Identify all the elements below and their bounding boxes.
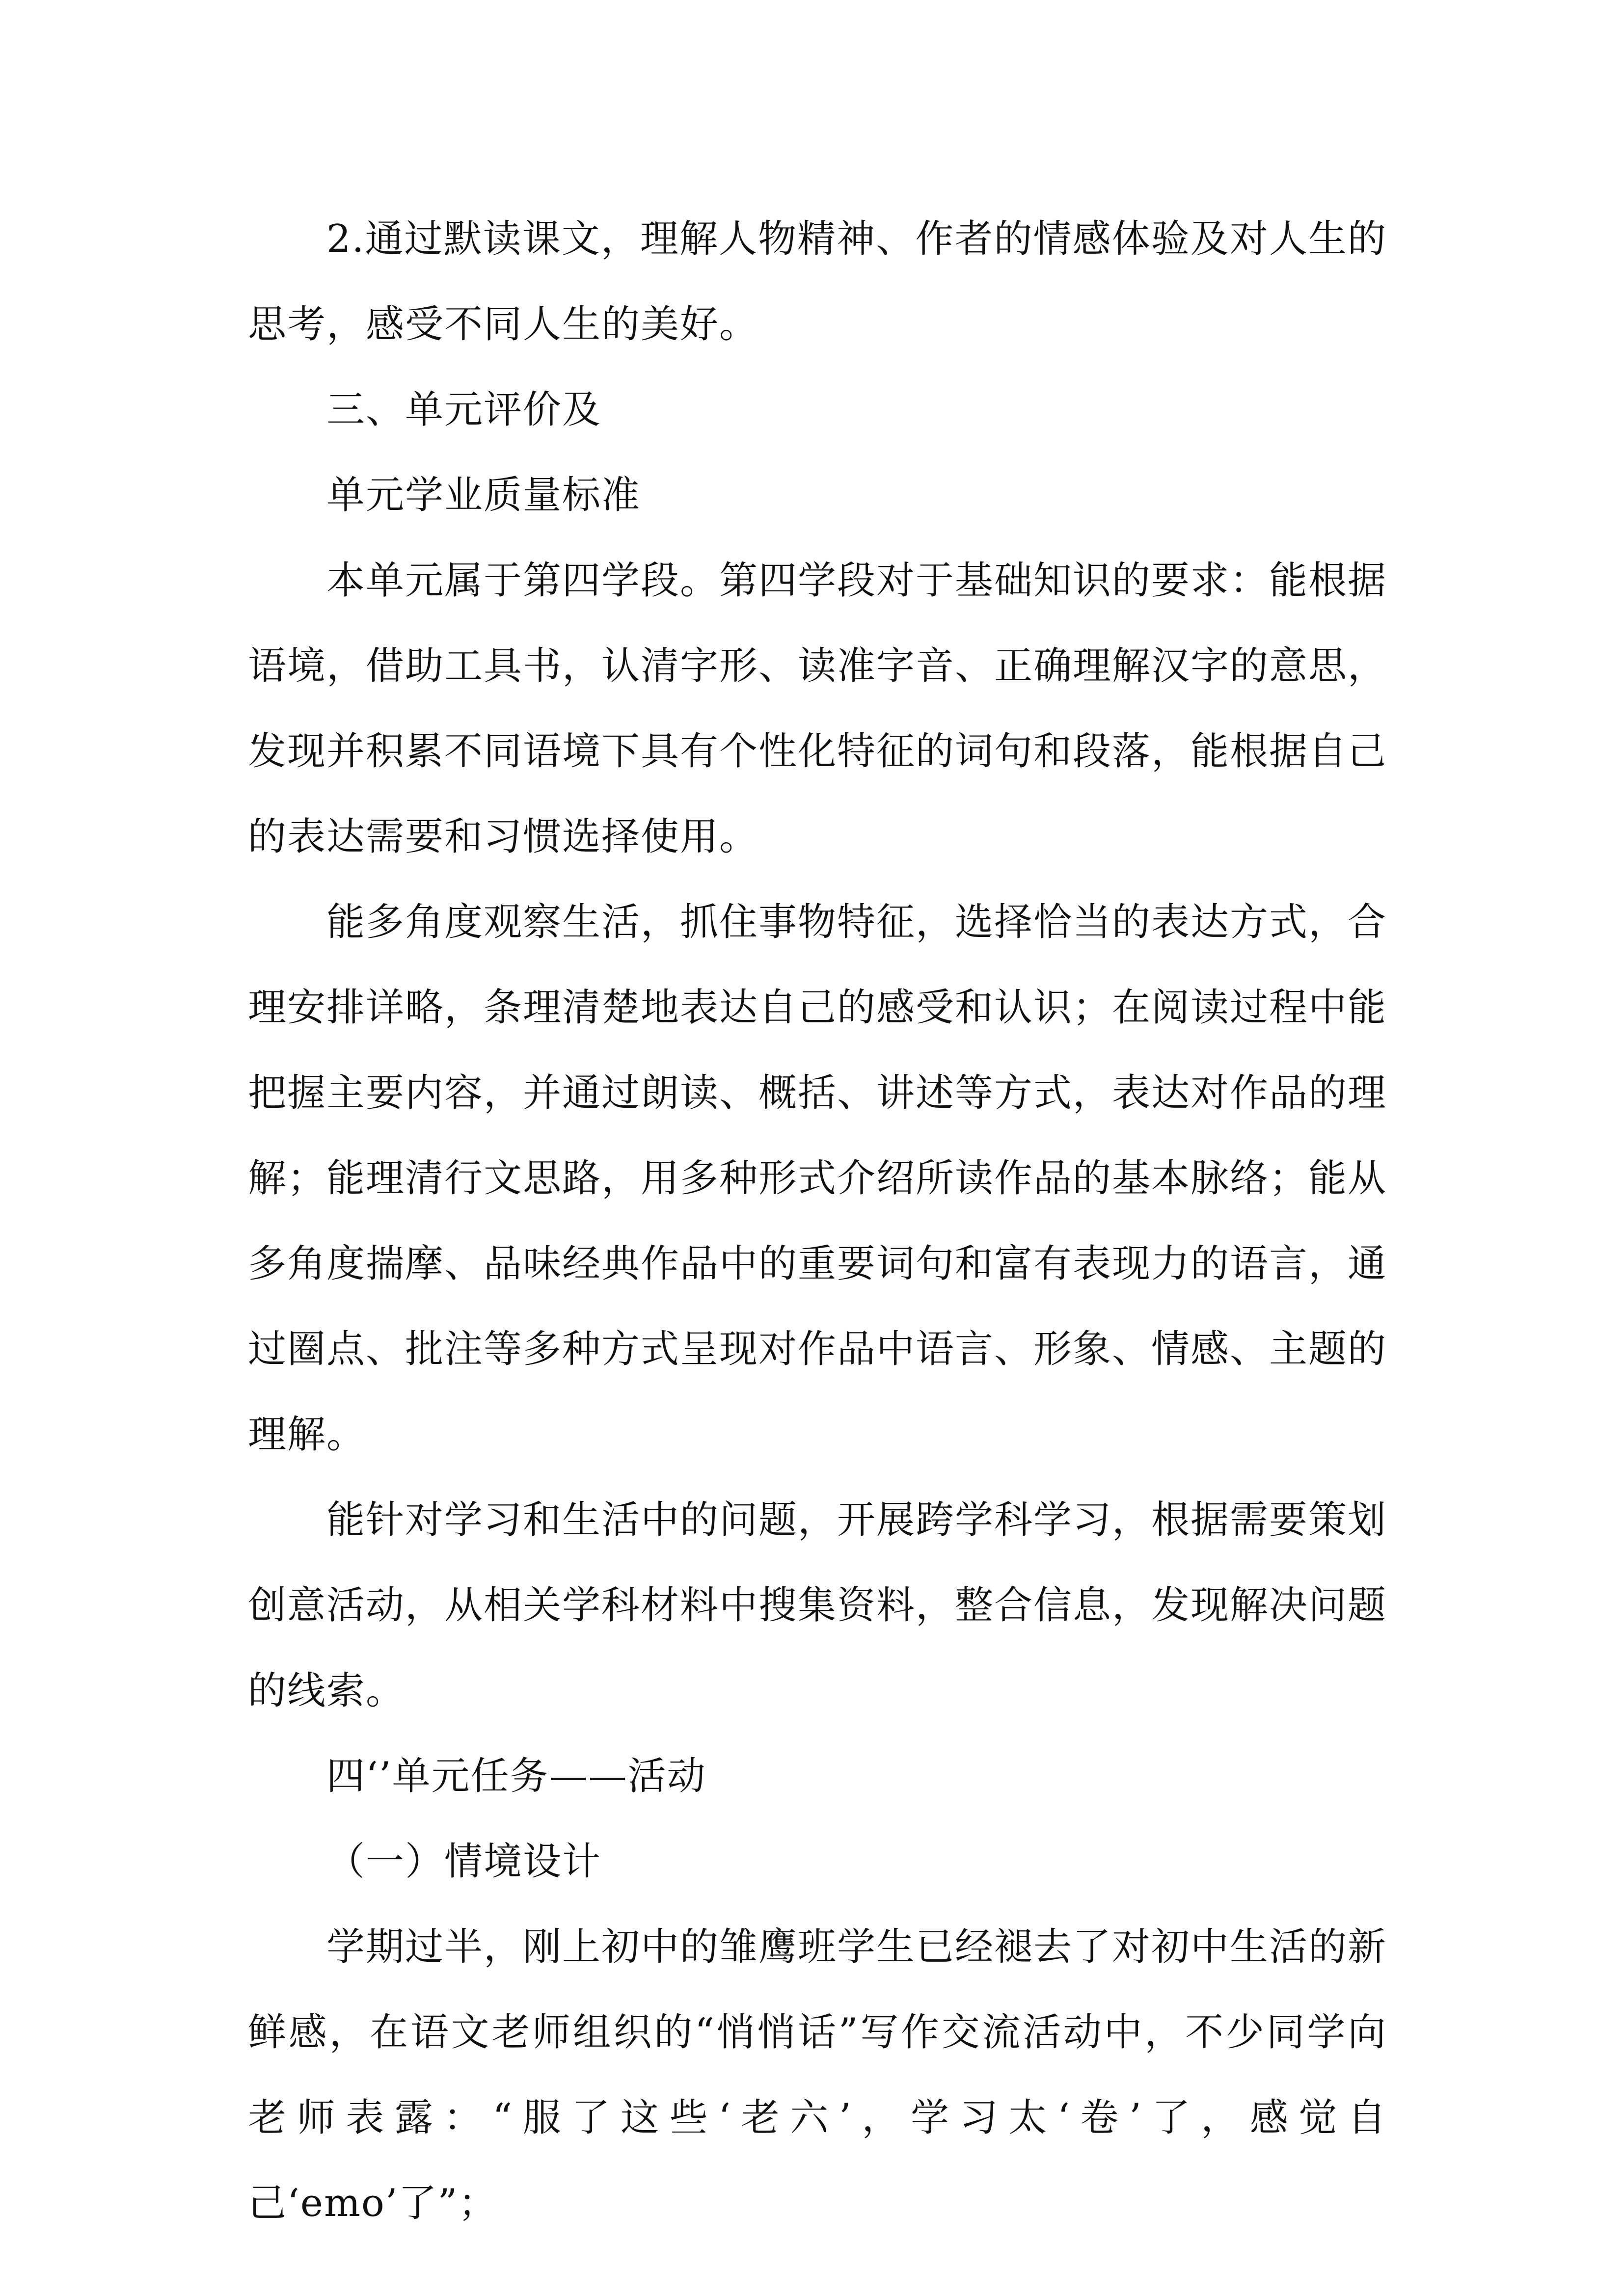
body-paragraph-basic-knowledge: 本单元属于第四学段。第四学段对于基础知识的要求：能根据语境，借助工具书，认清字形、读准字音、正确理解汉字的意思，发现并积累不同语境下具有个性化特征的词句和段落，能根据自己的表达需要和习惯选择使用。	[248, 559, 1387, 859]
document-page	[248, 196, 1387, 2246]
section-heading-unit-evaluation: 三、单元评价及	[326, 388, 602, 432]
objective-paragraph: 2.通过默读课文，理解人物精神、作者的情感体验及对人生的思考，感受不同人生的美好。	[248, 217, 1387, 347]
section-heading-unit-task: 四‘’单元任务——活动	[326, 1754, 706, 1798]
body-paragraph-reading-expression: 能多角度观察生活，抓住事物特征，选择恰当的表达方式，合理安排详略，条理清楚地表达自己的感受和认识；在阅读过程中能把握主要内容，并通过朗读、概括、讲述等方式，表达对作品的理解；能理清行文思路，用多种形式介绍所读作品的基本脉络；能从多角度揣摩、品味经典作品中的重要词句和富有表现力的语言，通过圈点、批注等多种方式呈现对作品中语言、形象、情感、主题的理解。	[248, 900, 1387, 1457]
body-paragraph-interdisciplinary: 能针对学习和生活中的问题，开展跨学科学习，根据需要策划创意活动，从相关学科材料中搜集资料，整合信息，发现解决问题的线索。	[248, 1498, 1387, 1713]
body-paragraph-scenario: 学期过半，刚上初中的雏鹰班学生已经褪去了对初中生活的新鲜感，在语文老师组织的“悄悄话”写作交流活动中，不少同学向老师表露：“服了这些‘老六’，学习太‘卷’了，感觉自己‘emo’了”；	[248, 1925, 1387, 2225]
subheading-quality-standard: 单元学业质量标准	[326, 473, 641, 517]
subheading-scenario-design: （一）情境设计	[326, 1840, 602, 1884]
